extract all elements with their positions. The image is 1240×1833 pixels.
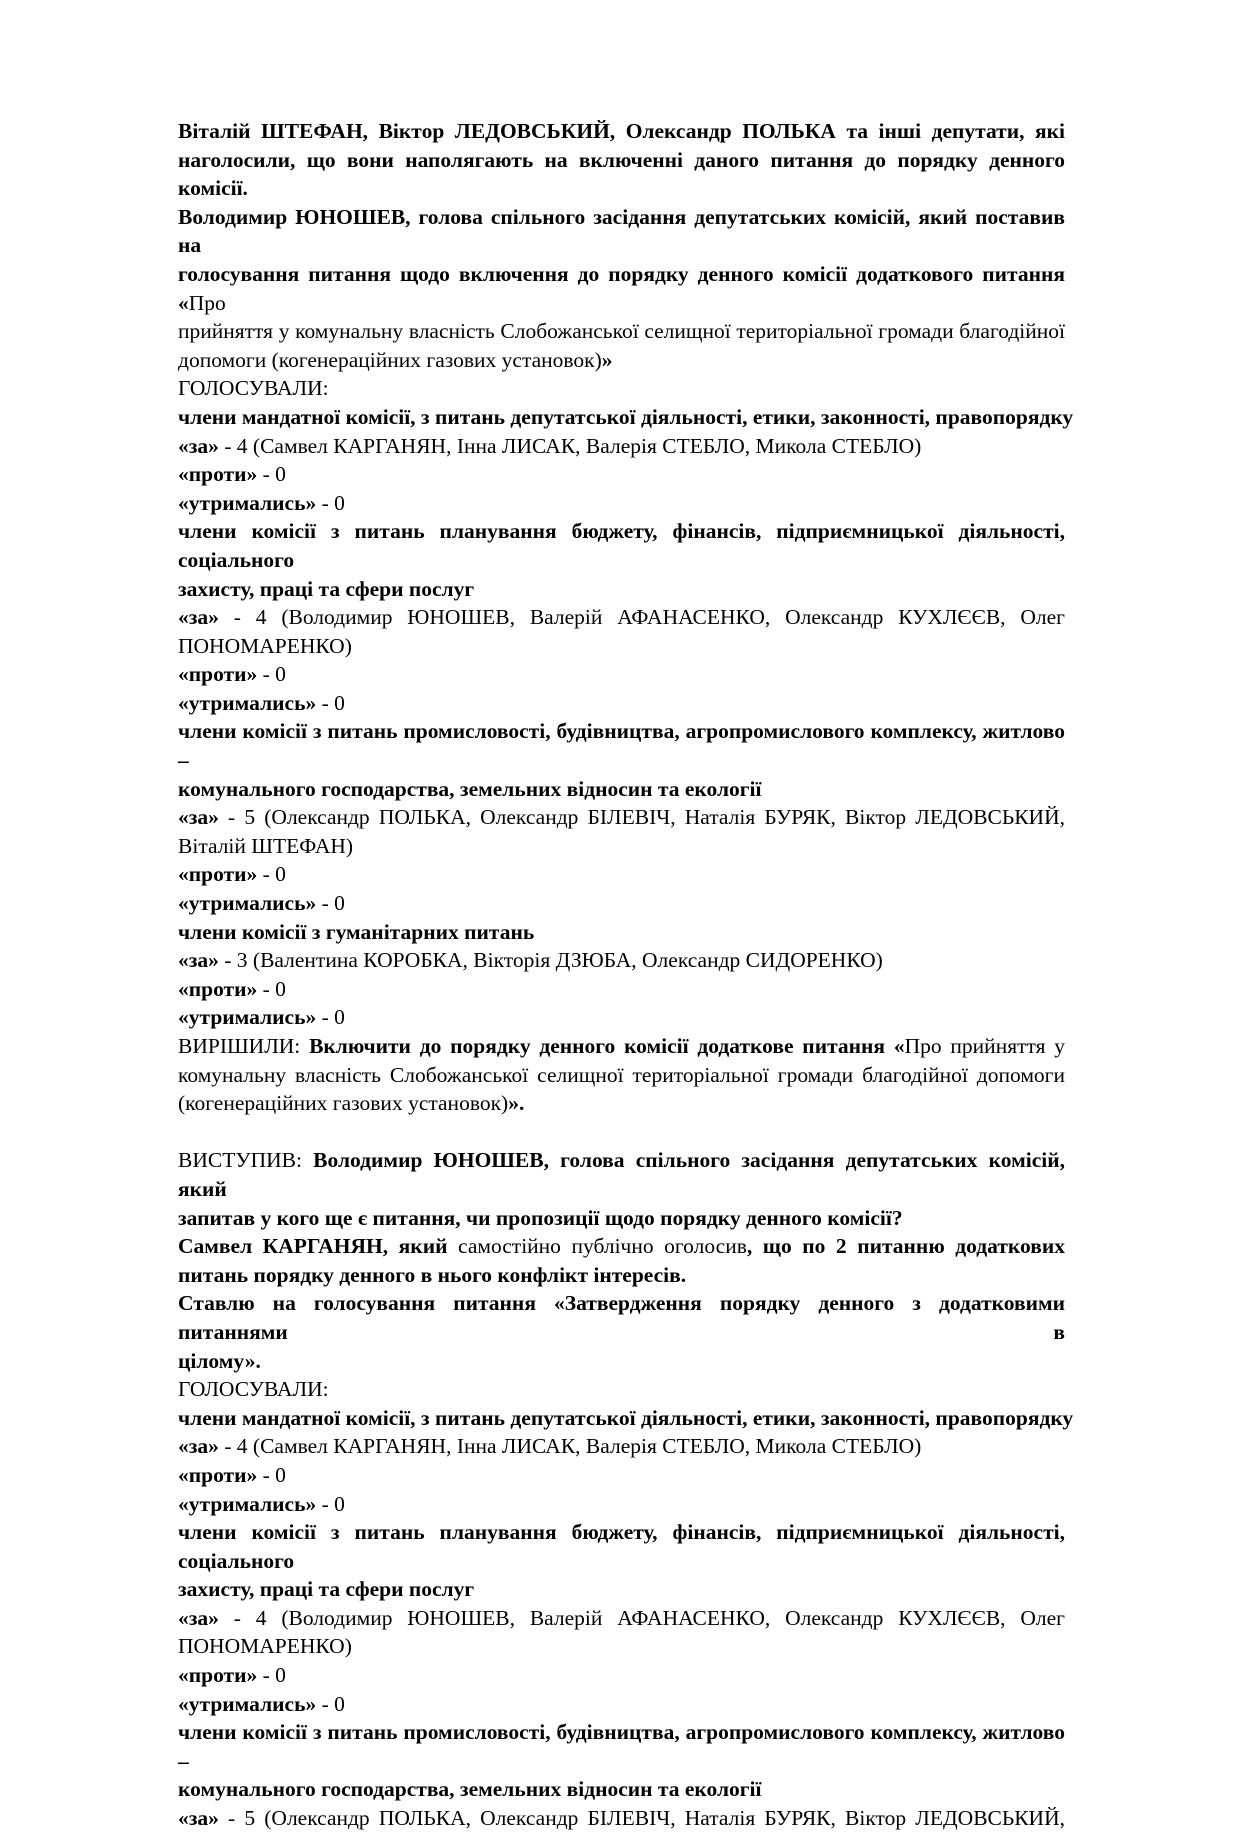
- bold-text-segment: члени мандатної комісії, з питань депутатської діяльності, етики, законності, правопорядку: [178, 404, 1074, 429]
- text-line: [178, 1490, 1065, 1519]
- text-line: [178, 403, 1074, 432]
- bold-text-segment: «проти»: [178, 662, 258, 687]
- text-segment: ПОНОМАРЕНКО): [178, 1634, 352, 1659]
- bold-text-segment: цілому».: [178, 1348, 261, 1373]
- text-line: [178, 1432, 1065, 1461]
- text-line: [178, 1804, 1065, 1833]
- text-segment: ПОНОМАРЕНКО): [178, 633, 352, 658]
- text-line: [178, 203, 1065, 260]
- text-segment: - 0: [257, 662, 286, 687]
- text-line: [178, 660, 1065, 689]
- document-page: [178, 117, 1074, 1833]
- text-segment: - 0: [316, 891, 345, 916]
- text-segment: допомоги (когенераційних газових установок): [178, 347, 602, 372]
- bold-text-segment: захисту, праці та сфери послуг: [178, 576, 475, 601]
- text-line: [178, 146, 1065, 175]
- text-segment: ВИРІШИЛИ:: [178, 1034, 310, 1058]
- bold-text-segment: ».: [508, 1091, 525, 1116]
- bold-text-segment: «за»: [178, 1806, 219, 1831]
- bold-text-segment: «утримались»: [178, 490, 317, 515]
- text-segment: ВИСТУПИВ:: [178, 1148, 314, 1173]
- bold-text-segment: члени комісії з питань промисловості, будівництва, агропромислового комплексу, житлово –: [178, 1720, 1065, 1773]
- text-line: [178, 889, 1065, 918]
- text-segment: - 0: [316, 490, 345, 515]
- text-line: [178, 1718, 1065, 1775]
- text-line: [178, 489, 1065, 518]
- text-line: [178, 1575, 1065, 1604]
- text-segment: Віталій ШТЕФАН): [178, 833, 354, 858]
- text-segment: - 4 (Володимир ЮНОШЕВ, Валерій АФАНАСЕНКО, Олександр КУХЛЄЄВ, Олег: [218, 605, 1065, 630]
- text-segment: - 0: [257, 1462, 286, 1487]
- text-line: [178, 1146, 1065, 1203]
- text-line: [178, 1347, 1065, 1376]
- text-line: [178, 832, 1065, 861]
- text-segment: - 5 (Олександр ПОЛЬКА, Олександр БІЛЕВІЧ, Наталія БУРЯК, Віктор ЛЕДОВСЬКИЙ,: [218, 1806, 1065, 1831]
- text-line: [178, 517, 1065, 574]
- bold-text-segment: «за»: [178, 805, 219, 830]
- text-segment: - 0: [316, 690, 345, 715]
- bold-text-segment: Володимир ЮНОШЕВ, голова спільного засідання депутатських комісій, який поставив на: [178, 204, 1065, 258]
- bold-text-segment: Віталій ШТЕФАН, Віктор ЛЕДОВСЬКИЙ, Олександр ПОЛЬКА та інші депутати, які: [178, 119, 1065, 143]
- bold-text-segment: «утримались»: [178, 891, 317, 916]
- text-line: [178, 1604, 1065, 1633]
- text-segment: - 4 (Володимир ЮНОШЕВ, Валерій АФАНАСЕНКО, Олександр КУХЛЄЄВ, Олег: [218, 1605, 1065, 1630]
- text-line: [178, 632, 1065, 661]
- text-segment: - 0: [316, 1005, 345, 1030]
- text-line: [178, 260, 1065, 317]
- bold-text-segment: «проти»: [178, 976, 258, 1001]
- text-segment: комунальну власність Слобожанської селищної територіальної громади благодійної допомоги: [178, 1062, 1065, 1087]
- text-line: [178, 1404, 1074, 1433]
- text-line: [178, 1032, 1065, 1061]
- bold-text-segment: Володимир ЮНОШЕВ, голова спільного засідання депутатських комісій, який: [178, 1148, 1065, 1201]
- text-line: [178, 1232, 1065, 1261]
- text-line: [178, 1775, 1065, 1804]
- text-segment: ГОЛОСУВАЛИ:: [178, 1377, 329, 1402]
- text-line: [178, 1061, 1065, 1090]
- text-segment: - 0: [257, 862, 286, 887]
- text-line: [178, 689, 1065, 718]
- text-line: [178, 317, 1065, 346]
- bold-text-segment: запитав у кого ще є питання, чи пропозиції щодо порядку денного комісії?: [178, 1205, 903, 1230]
- bold-text-segment: «утримались»: [178, 1491, 317, 1516]
- text-line: [178, 117, 1065, 146]
- text-segment: - 4 (Самвел КАРГАНЯН, Інна ЛИСАК, Валерія СТЕБЛО, Микола СТЕБЛО): [218, 433, 922, 458]
- text-line: [178, 975, 1065, 1004]
- bold-text-segment: «за»: [178, 605, 219, 630]
- text-line: [178, 717, 1065, 774]
- bold-text-segment: комунального господарства, земельних відносин та екології: [178, 776, 762, 801]
- text-segment: (когенераційних газових установок): [178, 1091, 509, 1116]
- bold-text-segment: «проти»: [178, 462, 258, 487]
- bold-text-segment: Самвел КАРГАНЯН, який: [178, 1234, 459, 1259]
- text-line: [178, 1461, 1065, 1490]
- bold-text-segment: члени комісії з питань планування бюджету, фінансів, підприємницької діяльності, соціального: [178, 1520, 1065, 1573]
- text-line: [178, 460, 1065, 489]
- text-line: [178, 575, 1065, 604]
- text-line: [178, 946, 1065, 975]
- text-segment: - 3 (Валентина КОРОБКА, Вікторія ДЗЮБА, Олександр СИДОРЕНКО): [218, 948, 883, 973]
- bold-text-segment: «за»: [178, 948, 219, 973]
- bold-text-segment: «за»: [178, 1434, 219, 1459]
- text-line: [178, 1003, 1065, 1032]
- bold-text-segment: «утримались»: [178, 1005, 317, 1030]
- bold-text-segment: «проти»: [178, 862, 258, 887]
- text-line: [178, 432, 1065, 461]
- text-line: [178, 1632, 1065, 1661]
- text-line: [178, 1690, 1065, 1719]
- text-line: [178, 918, 1065, 947]
- text-segment: Про: [188, 290, 226, 315]
- text-line: [178, 603, 1065, 632]
- bold-text-segment: наголосили, що вони наполягають на включенні даного питання до порядку денного: [178, 147, 1065, 172]
- text-line: [178, 1518, 1065, 1575]
- text-segment: - 4 (Самвел КАРГАНЯН, Інна ЛИСАК, Валерія СТЕБЛО, Микола СТЕБЛО): [218, 1434, 922, 1459]
- bold-text-segment: «за»: [178, 1605, 219, 1630]
- text-line: [178, 1375, 1065, 1404]
- bold-text-segment: «утримались»: [178, 690, 317, 715]
- text-line: [178, 346, 1065, 375]
- text-segment: - 0: [257, 976, 286, 1001]
- text-line: [178, 1661, 1065, 1690]
- bold-text-segment: »: [601, 347, 613, 372]
- text-line: [178, 860, 1065, 889]
- text-segment: - 0: [316, 1491, 345, 1516]
- text-segment: ГОЛОСУВАЛИ:: [178, 376, 329, 401]
- bold-text-segment: Ставлю на голосування питання «Затвердження порядку денного з додатковими питаннями в: [178, 1291, 1065, 1344]
- bold-text-segment: , що по 2 питанню додаткових: [746, 1234, 1065, 1259]
- text-segment: Про прийняття у: [904, 1034, 1066, 1058]
- text-segment: - 5 (Олександр ПОЛЬКА, Олександр БІЛЕВІЧ, Наталія БУРЯК, Віктор ЛЕДОВСЬКИЙ,: [218, 805, 1065, 830]
- bold-text-segment: «проти»: [178, 1462, 258, 1487]
- text-segment: прийняття у комунальну власність Слобожанської селищної територіальної громади благодійної: [178, 319, 1065, 344]
- bold-text-segment: голосування питання щодо включення до порядку денного комісії додаткового питання «: [178, 261, 1065, 315]
- text-line: [178, 1089, 1065, 1118]
- text-line: [178, 374, 1065, 403]
- bold-text-segment: члени комісії з гуманітарних питань: [178, 919, 535, 944]
- text-segment: - 0: [316, 1691, 345, 1716]
- bold-text-segment: «утримались»: [178, 1691, 317, 1716]
- bold-text-segment: комісії.: [178, 176, 248, 201]
- text-line: [178, 1261, 1065, 1290]
- text-segment: самостійно публічно оголосив: [458, 1234, 747, 1259]
- text-segment: - 0: [257, 462, 286, 487]
- bold-text-segment: «за»: [178, 433, 219, 458]
- text-line: [178, 174, 1065, 203]
- text-line: [178, 1289, 1065, 1346]
- bold-text-segment: члени мандатної комісії, з питань депутатської діяльності, етики, законності, правопорядку: [178, 1405, 1074, 1430]
- text-line: [178, 1204, 1065, 1233]
- bold-text-segment: Включити до порядку денного комісії додаткове питання «: [309, 1034, 905, 1058]
- text-line: [178, 775, 1065, 804]
- bold-text-segment: члени комісії з питань планування бюджету, фінансів, підприємницької діяльності, соціального: [178, 519, 1065, 572]
- bold-text-segment: комунального господарства, земельних відносин та екології: [178, 1777, 762, 1802]
- bold-text-segment: питань порядку денного в нього конфлікт інтересів.: [178, 1262, 687, 1287]
- text-line: [178, 803, 1065, 832]
- bold-text-segment: «проти»: [178, 1663, 258, 1688]
- text-segment: - 0: [257, 1663, 286, 1688]
- blank-line: [178, 1118, 1065, 1147]
- bold-text-segment: члени комісії з питань промисловості, будівництва, агропромислового комплексу, житлово –: [178, 719, 1065, 773]
- bold-text-segment: захисту, праці та сфери послуг: [178, 1577, 475, 1602]
